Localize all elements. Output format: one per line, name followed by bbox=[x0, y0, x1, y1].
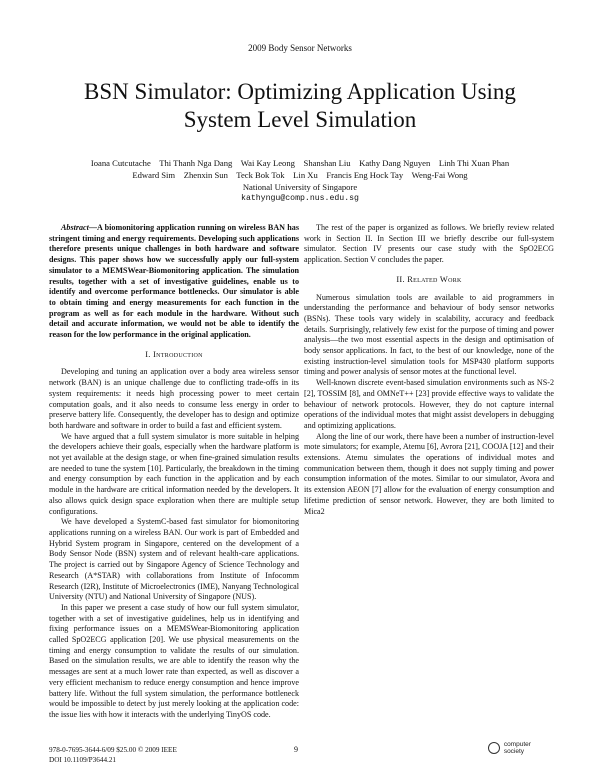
section-title: Related Work bbox=[407, 274, 462, 284]
section-number: I. bbox=[145, 349, 151, 359]
abstract-label: Abstract bbox=[61, 223, 89, 232]
doi-line: DOI 10.1109/P3644.21 bbox=[49, 756, 117, 764]
paper-title bbox=[40, 78, 560, 134]
section-heading-introduction bbox=[49, 350, 299, 361]
computer-society-icon bbox=[488, 742, 500, 754]
abstract-text: —A biomonitoring application running on wireless BAN has stringent timing and energy requirements. Developing such applications therefore presents unique challenges in both hardware and software designs. This paper shows how we successfully apply our full-system simulator to a MEMSWear-Biomonitoring application. The simulation results, together with a set of investigative guidelines, enable us to identify and overcome performance bottlenecks. Our simulator is able to obtain timing and energy measurements for each function in the program as well as for each module in the hardware. Without such detail and accurate information, we would not be able to identify the reason for the low performance in the original application. bbox=[49, 223, 299, 340]
abstract bbox=[49, 223, 299, 341]
computer-society-logo bbox=[488, 741, 531, 755]
paragraph: Along the line of our work, there have been a number of instruction-level mote simulators; for example, Atemu [6], Avrora [21], COOJA [12] and their extensions. Atemu simulates the operations of individual motes and communication between them, though it does not supply timing and power consumption information of the motes. Similar to our simulator, Avora and its extension AEON [7] allow for the evaluation of energy consumption and lifetime prediction of sensor network. However, they are both limited to Mica2 bbox=[304, 431, 554, 516]
title-line-2: System Level Simulation bbox=[183, 107, 417, 132]
page-number: 9 bbox=[294, 745, 298, 754]
title-line-1: BSN Simulator: Optimizing Application Using bbox=[84, 79, 516, 104]
right-column bbox=[304, 223, 554, 517]
paragraph: Developing and tuning an application over a body area wireless sensor network (BAN) is an unique challenge due to conflicting trade-offs in its system requirements: it needs high processing power to meet certain computation goals, and it also needs to consume less energy in order to preserve battery life. Consequently, the developer has to design and optimize both hardware and software in order to build a fast and efficient system. bbox=[49, 367, 299, 430]
author-block bbox=[40, 157, 560, 205]
isbn-line: 978-0-7695-3644-6/09 $25.00 © 2009 IEEE bbox=[49, 746, 177, 754]
logo-text-bottom: society bbox=[503, 748, 525, 755]
paragraph: Numerous simulation tools are available to aid programmers in understanding the performance and behaviour of body sensor networks (BSNs). These tools vary widely in scalability, accuracy and feedback details. Surprisingly, relatively few exist for the purpose of timing and power analysis—the two most essential aspects in the design and optimisation of body sensor applications. In fact, to the best of our knowledge, none of the existing instruction-level simulation tools for MSP430 platform supports timing and power analysis of sensor motes at the functional level. bbox=[304, 292, 554, 377]
authors-line-2: Edward Sim Zhenxin Sun Teck Bok Tok Lin Xu Francis Eng Hock Tay Weng-Fai Wong bbox=[132, 170, 468, 180]
section-heading-related-work bbox=[304, 275, 554, 286]
paragraph: Well-known discrete event-based simulation environments such as NS-2 [2], TOSSIM [8], and OMNeT++ [23] provide effective ways to validate the behaviour of network protocols. However, they do not capture internal operations of the individual motes that might assist developers in debugging and optimizing applications. bbox=[304, 378, 554, 430]
paragraph: We have argued that a full system simulator is more suitable in helping the developers achieve their goals, especially when the hardware platform is not yet available at the design stage, or when fine-grained simulation results are needed to tune the system [10]. Particularly, the breakdown in the timing and energy consumption by each function in the application and by each module in the hardware are critical information needed by the developers. It also allows quick design space exploration when there are multiple setup configurations. bbox=[49, 431, 299, 516]
section-title: Introduction bbox=[153, 349, 203, 359]
authors-line-1: Ioana Cutcutache Thi Thanh Nga Dang Wai Kay Leong Shanshan Liu Kathy Dang Nguyen Linh Thi Xuan Phan bbox=[90, 158, 510, 168]
logo-text-top: computer bbox=[503, 741, 531, 748]
left-column bbox=[49, 223, 299, 721]
paragraph: We have developed a SystemC-based fast simulator for biomonitoring applications running on a wireless BAN. Our work is part of Embedded and Hybrid System program in Singapore, centered on the development of a Body Sensor Node (BSN) system and of relevant health-care applications. The project is carried out by Singapore Agency of Science Technology and Research (A*STAR) with collaborations from Institute of Infocomm Research (I2R), Institute of Microelectronics (IME), Nanyang Technological University (NTU) and National University of Singapore (NUS). bbox=[49, 517, 299, 602]
paragraph: In this paper we present a case study of how our full system simulator, together with a set of investigative guidelines, help us in identifying and fixing performance issues on a MEMSWear-Biomonitoring application called SpO2ECG application [20]. We use physical measurements on the timing and energy consumption to validate the results of our simulation. Based on the simulation results, we are able to identify the reason why the messages are sent at a much lower rate than expected, as well as discover a very efficient mechanism to reduce energy consumption and hence improve battery life. Without the full system simulation, the performance bottleneck would be impossible to detect by just merely looking at the application code: the issue lies with how it interacts with the underlying TinyOS code. bbox=[49, 602, 299, 719]
affiliation: National University of Singapore bbox=[242, 182, 358, 192]
paragraph: The rest of the paper is organized as follows. We briefly review related work in Section II. In Section III we briefly describe our full-system simulator. Section IV presents our case study with the SpO2ECG application. Section V concludes the paper. bbox=[304, 223, 554, 265]
conference-header: 2009 Body Sensor Networks bbox=[248, 43, 352, 53]
section-number: II. bbox=[396, 274, 405, 284]
contact-email: kathyngu@comp.nus.edu.sg bbox=[241, 194, 359, 203]
